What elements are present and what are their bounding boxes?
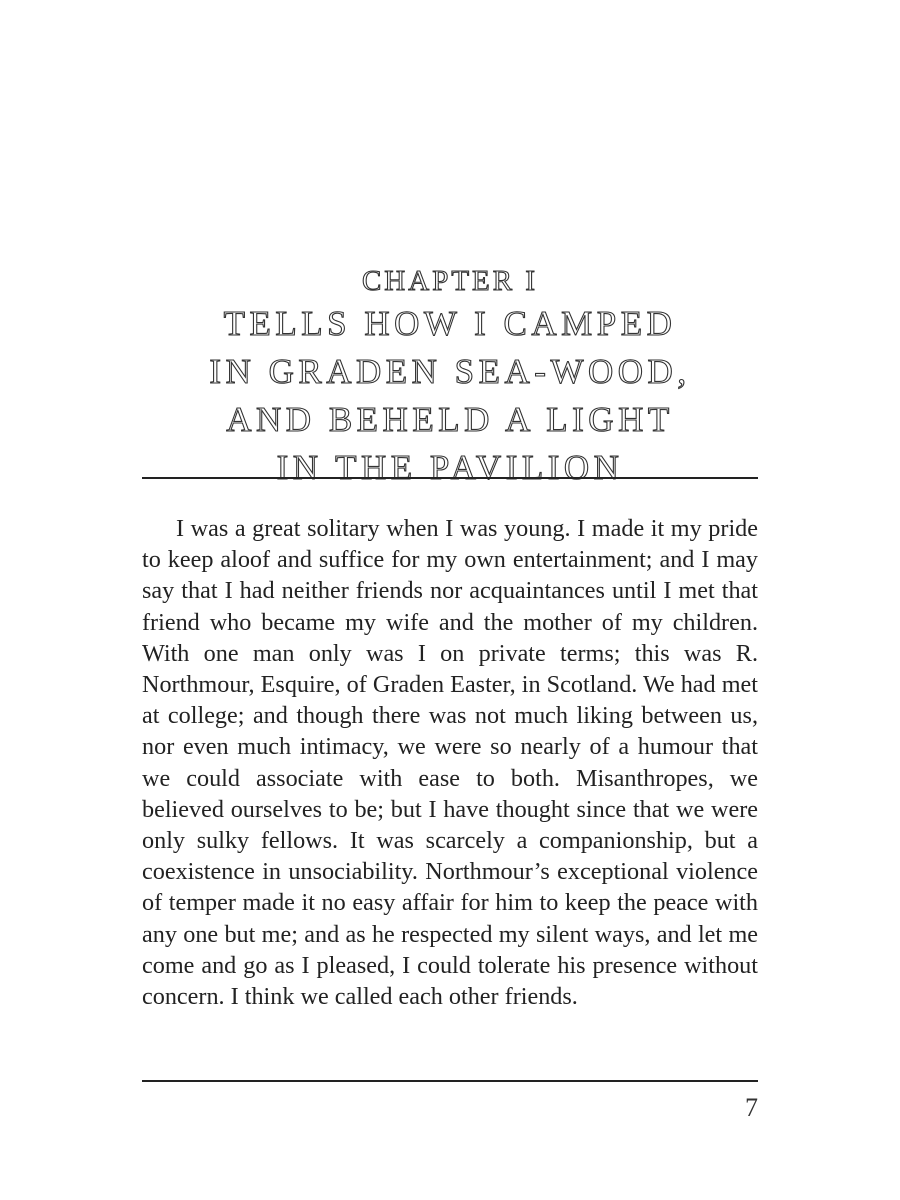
body-paragraph: I was a great solitary when I was young. I made it my pride to keep aloof and suffice for my own entertainment; and I may say that I had neither friends nor acquaintances until I met that friend who became my wife and the mother of my children. With one man only was I on private terms; this was R. Northmour, Esquire, of Graden Easter, in Scotland. We had met at college; and though there was not much liking between us, nor even much intimacy, we were so nearly of a humour that we could associate with ease to both. Misanthropes, we believed ourselves to be; but I have thought since that we were only sulky fellows. It was scarcely a companionship, but a coexistence in unsociability. Northmour’s exceptional violence of temper made it no easy affair for him to keep the peace with any one but me; and as he respected my silent ways, and let me come and go as I pleased, I could tolerate his presence without concern. I think we called each other friends.	[142, 515, 758, 1011]
bottom-divider	[142, 1080, 758, 1082]
chapter-title-line-4: IN THE PAVILION	[276, 448, 624, 487]
chapter-title-line-3: AND BEHELD A LIGHT	[226, 400, 674, 439]
top-divider	[142, 477, 758, 479]
chapter-title-line-2: IN GRADEN SEA-WOOD,	[209, 352, 691, 391]
page-number: 7	[745, 1093, 758, 1122]
chapter-heading	[0, 262, 900, 492]
chapter-title-line-1: TELLS HOW I CAMPED	[223, 304, 677, 343]
chapter-number: CHAPTER I	[361, 265, 539, 297]
